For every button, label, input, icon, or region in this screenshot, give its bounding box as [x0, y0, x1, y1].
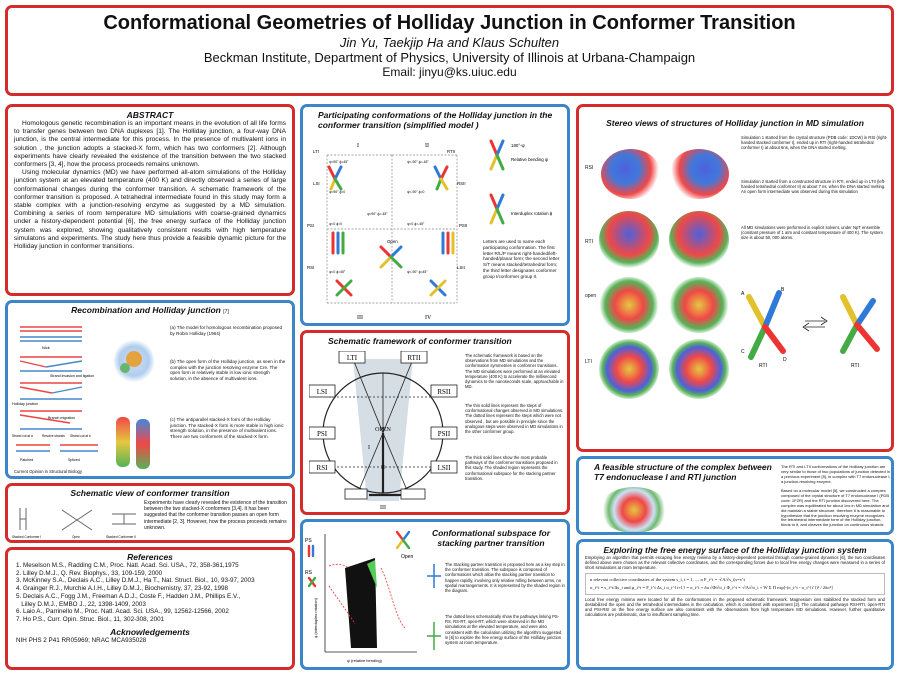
subspace-title: Conformational subspace for stacking partner transition: [431, 528, 551, 548]
conf-label-rsi: RSI: [307, 265, 315, 270]
participating-title-text: Participating conformations of the Holliday junction in the conformer transition: [318, 110, 553, 130]
reference-item: Lilley D.M.J., EMBO J., 22, 1398-1409, 2003: [16, 600, 146, 608]
reference-item: 6. Laio A., Parrinello M., Proc. Natl. Acad. Sci. USA., 99, 12562-12566, 2002: [16, 608, 229, 616]
framework-title: Schematic framework of conformer transition: [328, 336, 512, 346]
recombination-source: Current Opinion in Structural Biology: [14, 469, 82, 474]
stereo-row-rsi: RSI: [585, 165, 594, 171]
complex-title: A feasible structure of the complex between T7 endonuclease I and RTI junction: [594, 462, 772, 482]
free-energy-paragraph-2: Local free energy minima were located for all the conformations in the proposed schematic framework. Magnesium ions stabilized the stacked form and destabilized the open and the tetrahedral intermediates in the calculation, which is consistent with experiment [2]. The calculated pathways RSI-RTI, open-RTI and PSI-RSI on the free energy surface are also consistent with the observations from high temperature MD simulations. However, further quantitative calculations are problematic, due to insufficient sampling time.: [585, 596, 885, 618]
email: Email: jinyu@ks.uiuc.edu: [382, 65, 517, 79]
poster-title: Conformational Geometries of Holliday Junction in Conformer Transition: [103, 12, 796, 34]
conf-label-open: Open: [387, 239, 398, 244]
fw-node-rsii: RSII: [437, 388, 451, 396]
diagram-label-cut-b: Strand cut at b: [70, 434, 91, 438]
subspace-label-rs: RS: [305, 570, 312, 576]
subspace-ylabel: ϕ (interduplex rotation): [313, 597, 318, 638]
recombination-panel: [5, 300, 295, 479]
model-label-b: B: [781, 287, 785, 293]
abstract-panel: [5, 104, 295, 296]
subspace-panel: [300, 519, 570, 670]
framework-panel: [300, 330, 570, 515]
recombination-caption-b: (b) The open form of the Holliday junction, as seen in the complex with the junction resolving enzyme Cre. The open form is relatively stable in low ionic strength solution, in the absence of multivalent ions.: [170, 359, 286, 381]
sketch-label-conformer-2: Stacked Conformer II: [106, 535, 137, 539]
conf-label-lsi: LSI: [313, 181, 320, 186]
abstract-paragraph-1: Homologous genetic recombination is an important means in the evolution of all life forms to transfer genes between two DNA duplexes [1]. The Holliday junction, a four-way DNA junction, is the central intermediate for this process. In the presence of multivalent ions in solution , the junction adopts a stacked-X form, which has two conformers [2]. Although experiments have clearly revealed the existence of the transition between the two stacked conformers [3, 4], how the process proceeds remains unknown.: [14, 120, 286, 169]
abstract-paragraph-2: Using molecular dynamics (MD) we have performed all-atom simulations of the Holliday junction system at an elevated temperature (400 K) and directly observed a series of large conformational changes during the conformer transition. A schematic framework of the conformer transition is proposed. A tetrahedral intermediate found in this study may form a stable complex with a junction-resolving enzyme as suggested by a MD simulation. Combining a series of room temperature MD simulations with coarse-grained dynamics under a history-dependent potential [6], the free energy surface of the Holliday junction system was explored, showing qualitatively consistent results with high temperature simulatons and experiments. The study here thus provide a feasible dynamic picture for the Holliday junction in conformer transitions.: [14, 169, 286, 251]
stacked-x-molecule-image: [106, 413, 164, 475]
diagram-label-resolve: Resolve strands: [42, 434, 65, 438]
conf-label-lti: LTI: [313, 149, 320, 154]
fw-region-2: II: [381, 465, 385, 471]
complex-panel: [576, 456, 894, 535]
complex-structure-image: [589, 487, 689, 533]
angle-label-8: ψ=-90° ϕ=45°: [407, 270, 428, 274]
subspace-plot: [305, 528, 425, 668]
angle-label-4: ψ=90° ϕ=0: [329, 190, 346, 194]
conf-label-psii: PSII: [459, 223, 468, 228]
poster-header: [5, 5, 894, 96]
diagram-label-invasion: Strand invasion and ligation: [50, 374, 95, 378]
schematic-view-text: Experiments have clearly revealed the existence of the transition between the two stacked-X conformers [3,4]. It has been suggested that the conformer transition passes an open form intermediate [2, 3]. However, how the process proceeds remains unknown.: [144, 500, 287, 531]
diagram-label-holliday: Holliday junction: [12, 402, 39, 406]
framework-paragraph-1: The schematic framework is based on the observations from MD simulations and the conformation symmetries in conformer transitions. The MD simulations were performed at an elevated temperature (400 K) to accelerate the millisecond dynamics to the nanoseconds scale, approachable in MD.: [465, 353, 564, 390]
complex-paragraph-1: The RTI and LTII conformations of the Holliday junction are very similar to those of two populations of junction detected in a previous experiment [5], in complex with T7 endonuclease I, a junction-resolving enzyme.: [781, 464, 891, 484]
framework-paragraph-3: The thick solid lines show the most probable pathways of the conformer transitions proposed in this study. The shaded region represents the conformational subspace for the stacking partner transition.: [465, 455, 558, 481]
subspace-paragraph-1: The Stacking partner transition is proposed here as a key step in the conformer transition. The subspace is composed of conformations which allow the stacking partner transition to happen rapidly, involving only relative rolling between arms, no spatial rearrangements. It is represented by the shaded region in the diagram.: [445, 562, 565, 594]
reference-item: 1. Meselson M.S., Radding C.M., Proc. Natl. Acad. Sci. USA., 72, 358-361,1975: [16, 562, 239, 569]
free-energy-panel: [576, 539, 894, 670]
subspace-xlabel: ψ (relative bending): [347, 658, 382, 663]
model-label-c: C: [741, 349, 745, 355]
model-label-a: A: [741, 291, 745, 297]
recombination-caption-a: (a) The model for homologous recombination proposed by Robin Holliday (1964): [170, 325, 283, 336]
diagram-label-patched: Patched: [20, 458, 34, 462]
stereo-paragraph-1: Simulation 1 started from the crystal structure (PDB code: 1DCW) in RSI (right-handed stacked conformer I), ended up in RTI (right-handed tetrahedral conformer I) at about 6ns, when the DNA started melting.: [741, 135, 888, 151]
recombination-title-text: Recombination and Holliday junction: [71, 305, 221, 315]
fw-node-open: OPEN: [375, 427, 391, 433]
conf-label-rtii: RTII: [447, 149, 456, 154]
axis-cross-glyphs: [427, 562, 441, 652]
diagram-label-spliced: Spliced: [68, 458, 80, 462]
fw-node-lsii: LSII: [437, 464, 451, 472]
free-energy-paragraph-1: Employing an algorithm that permits escaping free energy minima by a history-dependent potential through coarse-grained dynamics [6], the two coordinates defined above were chosen as the relevant collective coordinates, and the corresponding forces due to local free energy changes were measured in a series of short simulations at room temperature.: [585, 555, 885, 571]
stereo-panel: [576, 104, 894, 452]
fw-node-lti: LTI: [346, 354, 358, 362]
complex-paragraph-2: Based on a molecular model [5], we constructed a complex composed of the crystal structure of T7 endonuclease I (PDB code: 1FZR) and the RTI junction discovered here. The complex was equilibrated for about 1ns in MD simulation and did maintain a stable structure, therefore it is reasonable to hypothesize that the junction resolving enzyme recognizes the tetrahedral intermediate form of the Holliday junction, binds to it, and cleaves the junction on continuous strands: [781, 488, 889, 528]
stereo-paragraph-2: Simulation 2 started from a constructed structure in RTI, ended up in LTII (left-handed tetrahedral conformer II) at about 7 ns, when the DNA started melting. An open form intermediate was observed during this simulation: [741, 179, 886, 195]
framework-diagram: [309, 351, 459, 511]
participating-note: Letters are used to name each participating conformation. The first letter R/L/P means right-handed/left-handed/planar form; the second letter S/T means stacked/tetrahedral form; the third letter designates conformer group I/conformer group II.: [483, 239, 560, 279]
subspace-label-ps: PS: [305, 538, 312, 544]
recombination-caption-c: (c) The antiparallel stacked-X form of the Holliday junction. The stacked-X form is more stable in high ionic strength solution, in the presence of multivalent ions. There are two conformers of the stacked-X form.: [170, 417, 284, 439]
free-energy-equations: [585, 573, 885, 595]
angle-label-7: ψ=0 ϕ=45°: [329, 270, 346, 274]
reference-item: 2. Lilley D.M.J., Q. Rev. Biophys., 33, 109-159, 2000: [16, 569, 163, 577]
schematic-view-title: Schematic view of conformer transition: [70, 488, 230, 498]
free-energy-title: Exploring the free energy surface of the Holliday junction system: [603, 545, 867, 555]
key-bending-label: Relative bending ψ: [511, 157, 549, 162]
reference-item: 7. Ho P.S., Curr. Opin. Struc. Biol., 11, 302-308, 2001: [16, 615, 165, 623]
sketch-label-open: Open: [72, 535, 80, 539]
equation-1: n relevant collective coordinates of the system s_i, i = 1, ..., n F_i^t = -∂A/∂s_i|s=s^t: [590, 576, 745, 582]
stereo-row-lti: LTI: [585, 359, 592, 365]
angle-key-diagram: [481, 137, 561, 232]
angle-label-6: ψ=0 ϕ=-45°: [407, 222, 425, 226]
abstract-title: ABSTRACT: [126, 110, 174, 120]
acknowledgements-title: Acknowledgements: [110, 626, 190, 637]
key-psi-label: 180°-ψ: [511, 143, 525, 148]
sketch-label-conformer-1: Stacked Conformer I: [12, 535, 42, 539]
conformer-transition-sketch: [12, 500, 142, 540]
reference-item: 5. Declais A.C., Fogg J.M., Freeman A.D.J., Coste F., Hadden J.M., Phillips E.V.,: [16, 592, 241, 600]
reference-item: 3. McKinney S.A., Declais A.C., Lilley D.M.J., Ha T., Nat. Struct. Biol., 10, 93-97, 2003: [16, 577, 255, 585]
roman-label-2: II: [425, 143, 429, 149]
stereo-row-rti: RTI: [585, 239, 593, 245]
schematic-view-panel: [5, 483, 295, 543]
participating-title: [308, 110, 562, 130]
roman-label-3: III: [357, 315, 363, 321]
references-list: [16, 562, 284, 624]
subspace-paragraph-2: The dotted lines schematically show the pathways linking PS-RS, RS-RT, open-RT, which were observed in the MD simulations at the elevated temperature, and were also consistent with the calculation utilizing the algorithm suggested in [6] to explore the free energy surface of the Holliday junction system at room temperature.: [445, 614, 562, 646]
participating-panel: [300, 104, 570, 326]
rti-model-diagram: [739, 277, 889, 367]
key-rotation-label: Interduplex rotation ϕ: [511, 211, 553, 216]
roman-label-4: IV: [425, 315, 432, 321]
references-panel: [5, 547, 295, 670]
diagram-label-migration: Branch migration: [48, 416, 76, 420]
fw-node-lsi: LSI: [316, 388, 328, 396]
diagram-label-cut-a: Strand cut at a: [12, 434, 33, 438]
conformation-network-diagram: [307, 133, 477, 323]
conf-label-rsii: RSII: [457, 181, 466, 186]
open-form-molecule-image: [106, 333, 164, 393]
angle-label-5: ψ=-90° ϕ=0: [407, 190, 425, 194]
stereo-paragraph-3: All MD simulations were performed in explicit solvent, under NpT ensemble (constant pressure of 1 atm and constant temperature of 400 K). The system size is about 50, 000 atoms.: [741, 225, 883, 241]
authors: Jin Yu, Taekjip Ha and Klaus Schulten: [339, 35, 560, 50]
affiliation: Beckman Institute, Department of Physics, University of Illinois at Urbana-Champaign: [203, 50, 696, 65]
fw-node-rsi: RSI: [316, 464, 328, 472]
references-title: References: [127, 552, 173, 562]
recombination-diagram: [12, 319, 104, 469]
angle-label-1: ψ=90° ϕ=45°: [329, 160, 349, 164]
equation-2: σ_i^t = s_i^t/Δs_i and φ_i^t = F_i^t Δs_i σ_i^{t+1} = σ_i^t + δσ ∂Φ/∂σ_i Φ_i^t = -∂A/∂σ_i + W Σ Π exp[-(σ_i^t - σ_i^{t'})² / 2δσ²]: [590, 584, 833, 590]
stereo-row-open: open: [585, 293, 597, 299]
conf-label-psi: PSI: [307, 223, 315, 228]
model-label-rti-2: RTI: [851, 363, 859, 367]
model-label-rti-1: RTI: [759, 363, 767, 367]
recombination-title: [12, 305, 288, 317]
fw-node-rtii: RTII: [407, 354, 421, 362]
fw-region-3: III: [380, 505, 386, 511]
model-label-d: D: [783, 357, 787, 363]
stereo-title: Stereo views of structures of Holliday junction in MD simulation: [606, 118, 864, 128]
stereo-structure-images: [585, 147, 735, 447]
framework-paragraph-2: The thin solid lines represent the steps of conformational changes observed in MD simulations. The dotted lines represent the steps which were not observed , but are possible in principle since the analogous steps were observed in MD simulations in the other conformer group.: [465, 403, 564, 435]
diagram-label-nick: Nick: [42, 345, 50, 350]
recombination-title-ref: [7]: [223, 309, 229, 315]
fw-node-psii: PSII: [437, 430, 451, 438]
subspace-label-open: Open: [401, 554, 414, 560]
reference-item: 4. Grainger R.J., Murchie A.I.H., Lilley D.M.J., Biochemistry, 37, 23-92, 1998: [16, 585, 228, 593]
angle-label-3: ψ=0 ϕ=0: [329, 222, 342, 226]
fw-region-1: I: [368, 445, 370, 451]
conf-label-lsii: LSII: [457, 265, 465, 270]
angle-label-2: ψ=-90° ϕ=-45°: [407, 160, 429, 164]
fw-node-psi: PSI: [316, 430, 328, 438]
acknowledgements-text: NIH PHS 2 P41 RR05969; NRAC MCA935028: [16, 636, 147, 644]
angle-label-9: ψ=90° ϕ=-45°: [367, 212, 388, 216]
roman-label-1: I: [357, 143, 359, 149]
participating-subtitle: (simplified model ): [403, 120, 479, 130]
